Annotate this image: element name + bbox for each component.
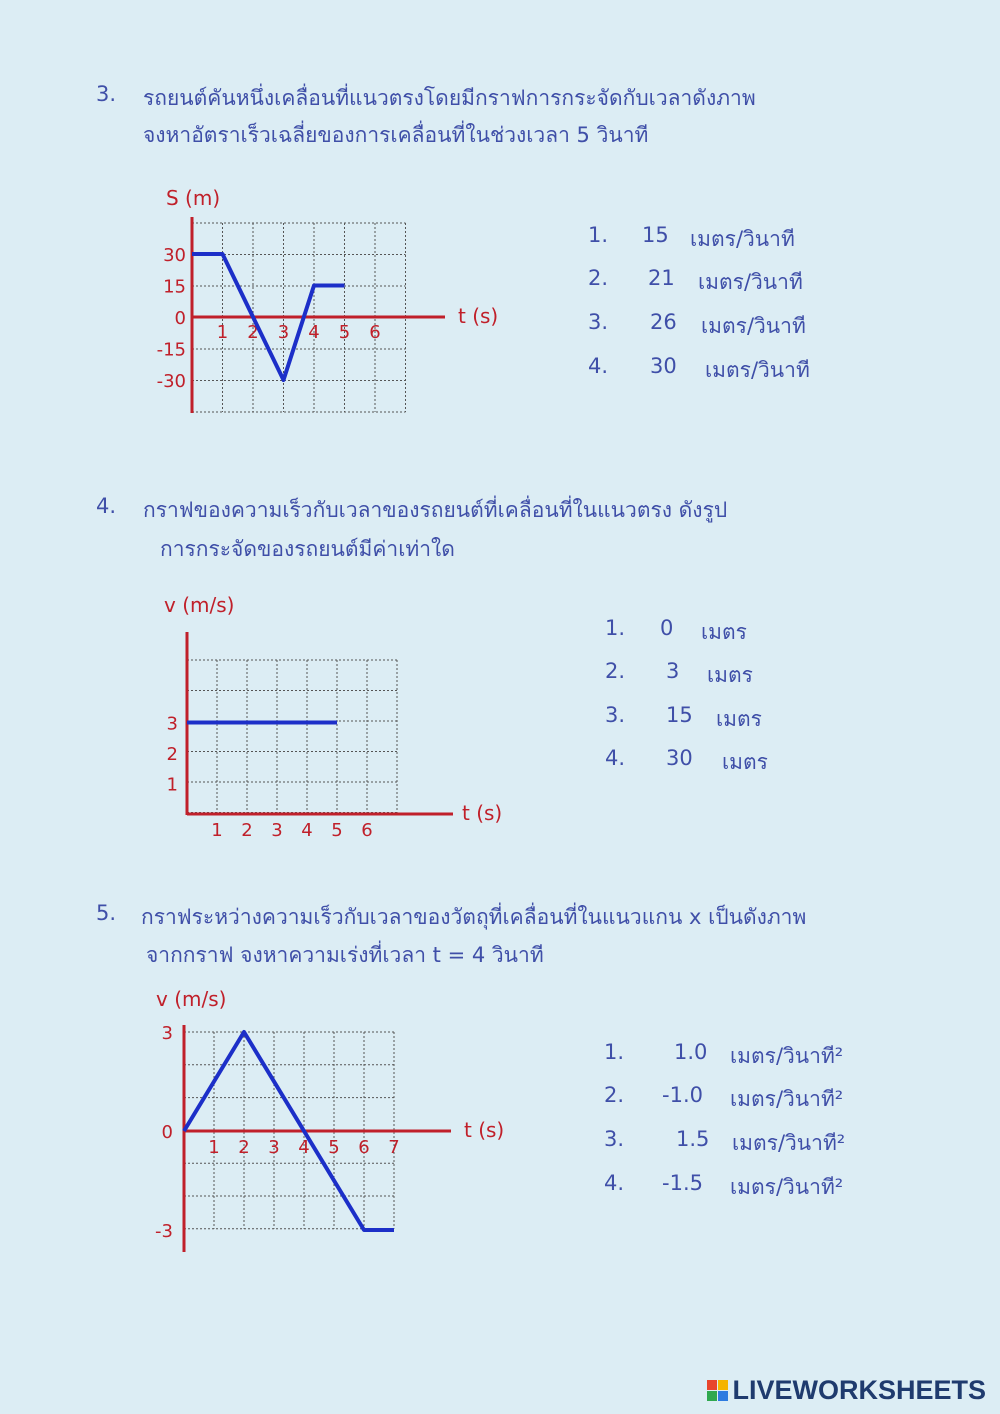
option-value: 30: [666, 746, 693, 770]
logo-square: [718, 1391, 728, 1401]
option-value: 26: [650, 310, 677, 334]
x-tick-label: 4: [301, 820, 313, 841]
option-value: 15: [666, 703, 693, 727]
option-number: 3.: [605, 703, 626, 727]
y-tick-label: 3: [161, 1023, 173, 1044]
y-tick-label: 3: [166, 713, 178, 735]
option-unit: เมตร/วินาที: [698, 270, 803, 294]
option-unit: เมตร/วินาที²: [730, 1175, 844, 1199]
x-tick-label: 7: [388, 1137, 400, 1158]
option-number: 3.: [604, 1127, 625, 1151]
x-tick-label: 5: [338, 322, 351, 343]
x-tick-label: 5: [331, 820, 343, 841]
brand-name: LIVEWORKSHEETS: [732, 1375, 986, 1405]
option-unit: เมตร/วินาที²: [732, 1131, 846, 1155]
x-tick-label: 3: [268, 1137, 280, 1158]
option-value: -1.5: [662, 1171, 703, 1195]
x-tick-label: 3: [271, 820, 283, 841]
y-axis-label: S (m): [166, 186, 221, 210]
question-text-line1: รถยนต์คันหนึ่งเคลื่อนที่แนวตรงโดยมีกราฟการกระจัดกับเวลาดังภาพ: [143, 86, 756, 110]
option-value: 0: [660, 616, 674, 640]
x-tick-label: 2: [247, 322, 259, 343]
option-unit: เมตร: [716, 707, 762, 731]
y-tick-label: 15: [163, 276, 186, 298]
x-tick-label: 2: [241, 820, 253, 841]
option-number: 3.: [588, 310, 609, 334]
x-axis-label: t (s): [464, 1118, 505, 1142]
option-number: 1.: [605, 616, 626, 640]
option-number: 2.: [605, 659, 626, 683]
option-number: 4.: [588, 354, 609, 378]
option-value: -1.0: [662, 1083, 703, 1107]
option-unit: เมตร/วินาที²: [730, 1087, 844, 1111]
logo-square: [707, 1380, 717, 1390]
y-tick-label: -3: [155, 1221, 173, 1242]
x-axis-label: t (s): [462, 801, 503, 825]
option-number: 1.: [588, 223, 609, 247]
option-value: 1.5: [676, 1127, 710, 1151]
x-tick-label: 4: [308, 322, 320, 343]
logo-square: [718, 1380, 728, 1390]
option-unit: เมตร: [722, 750, 768, 774]
x-tick-label: 1: [208, 1137, 220, 1158]
question-number: 5.: [96, 901, 117, 925]
question-number: 4.: [96, 494, 117, 518]
velocity-time-chart: [140, 590, 540, 850]
question-text-line1: กราฟของความเร็วกับเวลาของรถยนต์ที่เคลื่อนที่ในแนวตรง ดังรูป: [143, 498, 728, 522]
y-tick-label: -30: [156, 371, 186, 392]
x-tick-label: 1: [211, 820, 223, 841]
x-axis-label: t (s): [458, 304, 499, 328]
option-number: 4.: [605, 746, 626, 770]
option-number: 2.: [588, 266, 609, 290]
x-tick-label: 2: [238, 1137, 250, 1158]
option-number: 2.: [604, 1083, 625, 1107]
option-unit: เมตร/วินาที: [705, 358, 810, 382]
x-tick-label: 1: [216, 322, 229, 343]
liveworksheets-logo-icon: [707, 1380, 728, 1401]
option-value: 30: [650, 354, 677, 378]
x-tick-label: 6: [358, 1137, 370, 1158]
logo-square: [707, 1391, 717, 1401]
question-number: 3.: [96, 82, 117, 106]
option-value: 3: [666, 659, 680, 683]
option-number: 4.: [604, 1171, 625, 1195]
x-tick-label: 6: [369, 322, 381, 343]
y-tick-label: 2: [166, 744, 178, 765]
x-tick-label: 6: [361, 820, 373, 841]
liveworksheets-brand: [707, 1375, 986, 1406]
option-value: 15: [642, 223, 669, 247]
option-unit: เมตร: [701, 620, 747, 644]
x-tick-label: 5: [328, 1137, 340, 1158]
y-tick-label: 30: [163, 245, 186, 266]
y-axis-label: v (m/s): [156, 987, 227, 1011]
option-unit: เมตร/วินาที: [690, 227, 795, 251]
question-text-line2: จากกราฟ จงหาความเร่งที่เวลา t = 4 วินาที: [146, 943, 544, 967]
velocity-time-chart: [140, 985, 540, 1265]
option-unit: เมตร/วินาที²: [730, 1044, 844, 1068]
option-unit: เมตร/วินาที: [701, 314, 806, 338]
y-tick-label: 0: [161, 1122, 173, 1143]
y-tick-label: 1: [166, 774, 178, 796]
y-axis-label: v (m/s): [164, 593, 235, 617]
y-tick-label: 0: [174, 308, 186, 329]
x-tick-label: 4: [298, 1137, 310, 1158]
displacement-time-chart: [140, 175, 540, 425]
option-value: 21: [648, 266, 675, 290]
option-unit: เมตร: [707, 663, 753, 687]
question-text-line2: จงหาอัตราเร็วเฉลี่ยของการเคลื่อนที่ในช่วงเวลา 5 วินาที: [143, 123, 649, 147]
question-text-line1: กราฟระหว่างความเร็วกับเวลาของวัตถุที่เคลื่อนที่ในแนวแกน x เป็นดังภาพ: [141, 905, 807, 929]
option-number: 1.: [604, 1040, 625, 1064]
y-tick-label: -15: [156, 339, 186, 361]
x-tick-label: 3: [277, 322, 290, 343]
question-text-line2: การกระจัดของรถยนต์มีค่าเท่าใด: [160, 537, 455, 561]
option-value: 1.0: [674, 1040, 708, 1064]
